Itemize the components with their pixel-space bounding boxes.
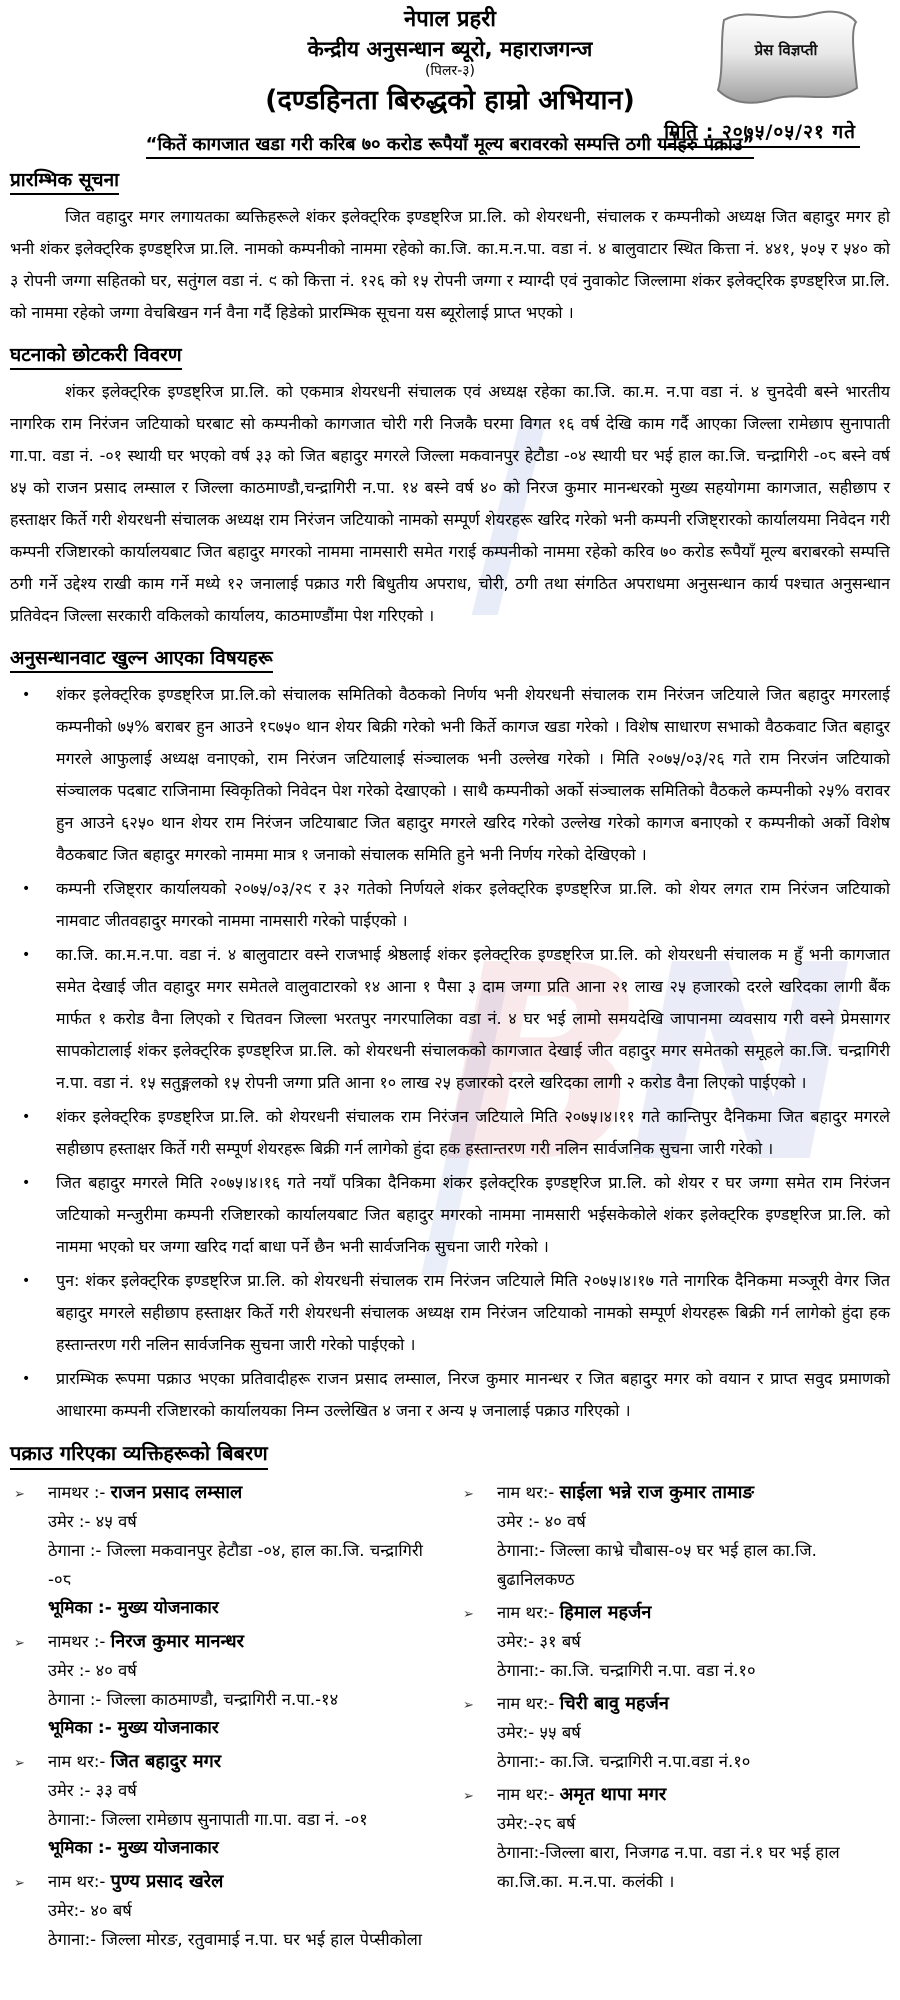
bullet-dot-icon: • [22, 1273, 31, 1289]
person-age: उमेर :- ४० वर्ष [497, 1512, 586, 1531]
person-address: ठेगाना:- जिल्ला रामेछाप सुनापाती गा.पा. वडा नं. -०१ [48, 1810, 368, 1829]
person-address: ठेगाना:- जिल्ला काभ्रे चौबास-०५ घर भई हाल का.जि. बुढानिलकण्ठ [497, 1541, 817, 1589]
person-name-label: नाम थर:- [497, 1785, 555, 1804]
document-title-text: “कितें कागजात खडा गरी करिब ७० करोड रूपैयाँ मूल्य बरावरको सम्पत्ति ठगी गर्नेहरु पक्राउ” [146, 134, 755, 159]
findings-list [10, 679, 890, 1427]
finding-item [10, 1101, 890, 1165]
person-entry [10, 1478, 441, 1623]
document-content [10, 6, 890, 1958]
finding-text: का.जि. का.म.न.पा. वडा नं. ४ बालुवाटार वस्ने राजभाई श्रेष्ठलाई शंकर इलेक्ट्रिक इण्डष्ट्रिज प्रा.लि. को शेयरधनी संचालक म हुँ भनी कागजात समेत देखाई जीत वहादुर मगर समेतले वालुवाटारको १४ आना १ पैसा ३ दाम जग्गा प्रति आना २१ लाख २५ हजारको दरले खरिदका लागी बैंक मार्फत १ करोड वैना लिएको र चितवन जिल्ला भरतपुर नगरपालिका वडा नं. ४ घर भई लामो समयदेखि जापानमा व्यवसाय गरी वस्ने प्रेमसागर सापकोटालाई शंकर इलेक्ट्रिक इण्डष्ट्रिज प्रा.लि. को शेयरधनी संचालकको कागजात देखाई जीत वहादुर मगर समेतको समूहले का.जि. चन्द्रागिरी न.पा. वडा नं. १५ सतुङ्गलको १५ रोपनी जग्गा प्रति आना १० लाख २५ हजारको दरले खरिदका लागी २ करोड वैना लिएको पाईएको । [56, 945, 890, 1092]
arrow-bullet-icon: ➢ [14, 1636, 25, 1651]
person-entry [459, 1598, 890, 1685]
person-role: भूमिका :- मुख्य योजनाकार [48, 1718, 219, 1738]
arrow-bullet-icon: ➢ [14, 1756, 25, 1771]
person-entry [459, 1689, 890, 1776]
paragraph-incident-summary: शंकर इलेक्ट्रिक इण्डष्ट्रिज प्रा.लि. को एकमात्र शेयरधनी संचालक एवं अध्यक्ष रहेका का.जि. का.म. न.पा वडा नं. ४ चुनदेवी बस्ने भारतीय नागरिक राम निरंजन जटियाको घरबाट सो कम्पनीको कागजात चोरी गरी निजकै घरमा विगत १६ वर्ष देखि काम गर्दै आएका जिल्ला रामेछाप सुनापाती गा.पा. वडा नं. -०१ स्थायी घर भएको वर्ष ३३ को जित बहादुर मगरले जिल्ला मकवानपुर हेटौडा -०४ स्थायी घर भई हाल का.जि. चन्द्रागिरी -०८ बस्ने वर्ष ४५ को राजन प्रसाद लम्साल र जिल्ला काठमाण्डौ,चन्द्रागिरी न.पा. १४ बस्ने वर्ष ४० को निरज कुमार मानन्धरको मुख्य सहयोगमा कागजात, सहीछाप र हस्ताक्षर किर्ते गरी शेयरधनी संचालक अध्यक्ष राम निरंजन जटियाको नामको सम्पूर्ण शेयरहरू खरिद गरेको भनी कम्पनी रजिष्ट्रारको कार्यालयमा निवेदन गरी कम्पनी रजिष्टारको कार्यालयबाट जित बहादुर मगरको नाममा नामसारी समेत गराई कम्पनीको नाममा रहेको करिव ७० करोड रूपैयाँ मूल्य बराबरको सम्पत्ति ठगी गर्ने उद्देश्य राखी काम गर्ने मध्ये १२ जनालाई पक्राउ गरी बिधुतीय अपराध, चोरी, ठगी तथा संगठित अपराधमा अनुसन्धान कार्य पश्चात अनुसन्धान प्रतिवेदन जिल्ला सरकारी वकिलको कार्यालय, काठमाण्डौंमा पेश गरिएको । [10, 382, 890, 625]
finding-item [10, 679, 890, 871]
section-heading-investigation-findings: अनुसन्धानवाट खुल्न आएका विषयहरू [10, 644, 273, 673]
person-name-line [497, 1598, 890, 1627]
finding-item [10, 873, 890, 937]
person-address: ठेगाना:- जिल्ला मोरङ, रतुवामाई न.पा. घर भई हाल पेप्सीकोला [48, 1930, 423, 1949]
person-name-line [48, 1747, 441, 1776]
bullet-dot-icon: • [22, 881, 31, 897]
arrested-left-column [10, 1478, 441, 1958]
press-release-label: प्रेस विज्ञप्ती [754, 41, 818, 59]
finding-item [10, 1167, 890, 1263]
person-name: पुण्य प्रसाद खरेल [110, 1871, 224, 1892]
arrow-bullet-icon: ➢ [14, 1487, 25, 1502]
arrested-persons-columns [10, 1478, 890, 1958]
person-age: उमेर:- ४० बर्ष [48, 1901, 132, 1920]
person-entry [10, 1627, 441, 1743]
person-address: ठेगाना:- का.जि. चन्द्रागिरी न.पा.वडा नं.१० [497, 1752, 751, 1771]
person-name-label: नामथर :- [48, 1632, 106, 1651]
person-name: साईला भन्ने राज कुमार तामाङ [559, 1482, 754, 1503]
person-name: हिमाल महर्जन [559, 1602, 652, 1623]
arrow-bullet-icon: ➢ [463, 1607, 474, 1622]
person-address: ठेगाना:- का.जि. चन्द्रागिरी न.पा. वडा नं.१० [497, 1661, 756, 1680]
person-name-line [497, 1780, 890, 1809]
finding-text: शंकर इलेक्ट्रिक इण्डष्ट्रिज प्रा.लि.को संचालक समितिको वैठकको निर्णय भनी शेयरधनी संचालक राम निरंजन जटियाले जित बहादुर मगरलाई कम्पनीको ७५% बराबर हुन आउने १८७५० थान शेयर बिक्री गरेको भनी किर्ते कागज खडा गरेको । विशेष साधारण सभाको वैठकवाट जित बहादुर मगरले आफुलाई अध्यक्ष वनाएको, राम निरंजन जटियालाई संञ्चालक भनी उल्लेख गरेको । मिति २०७५/०३/२६ गते राम निरजंन जटियाको संञ्चालक पदबाट राजिनामा स्विकृतिको निवेदन पेश गरेको देखाएको । साथै कम्पनीको अर्को संञ्चालक समितिको वैठकले कम्पनीको २५% वरावर हुन आउने ६२५० थान शेयर राम निरंजन जटियाबाट जित बहादुर मगरले खरिद गरेको उल्लेख गरेको कागज बनाएको र कम्पनीको अर्को विशेष वैठकबाट जित बहादुर मगरको नाममा मात्र १ जनाको संचालक समिति हुने भनी निर्णय गरेको देखिएको । [56, 685, 890, 864]
pillar-label: (पिलर-३) [424, 62, 476, 79]
finding-item [10, 1363, 890, 1427]
person-name-line [48, 1627, 441, 1656]
finding-text: शंकर इलेक्ट्रिक इण्डष्ट्रिज प्रा.लि. को शेयरधनी संचालक राम निरंजन जटियाले मिति २०७५।४।११ गते कान्तिपुर दैनिकमा जित बहादुर मगरले सहीछाप हस्ताक्षर किर्ते गरी सम्पूर्ण शेयरहरू बिक्री गर्न लागेको हुंदा हक हस्तान्तरण गरी नलिन सार्वजनिक सुचना जारी गरेको । [56, 1107, 890, 1158]
person-age: उमेर :- ३३ वर्ष [48, 1781, 137, 1800]
person-name: राजन प्रसाद लम्साल [110, 1482, 243, 1503]
person-age: उमेर:- ५५ बर्ष [497, 1723, 581, 1742]
bullet-dot-icon: • [22, 1175, 31, 1191]
arrested-right-column [459, 1478, 890, 1958]
watermark-letter-b: B [440, 907, 628, 1222]
organization-name: नेपाल प्रहरी [404, 7, 496, 32]
person-name-label: नाम थर:- [48, 1752, 106, 1771]
finding-item [10, 939, 890, 1099]
press-release-flag [710, 10, 862, 106]
person-entry [459, 1780, 890, 1896]
finding-item [10, 1265, 890, 1361]
person-address: ठेगाना :- जिल्ला काठमाण्डौ, चन्द्रागिरी न.पा.-१४ [48, 1690, 339, 1709]
date-line: मिति : २०७५/०५/२१ गते [660, 118, 860, 148]
person-name-line [48, 1867, 441, 1896]
finding-text: पुन: शंकर इलेक्ट्रिक इण्डष्ट्रिज प्रा.लि. को शेयरधनी संचालक राम निरंजन जटियाले मिति २०७५।४।१७ गते नागरिक दैनिकमा मञ्जूरी वेगर जित बहादुर मगरले सहीछाप हस्ताक्षर किर्ते गरी शेयरधनी संचालक अध्यक्ष राम निरंजन जटियाको नामको सम्पूर्ण शेयरहरू बिक्री गर्न लागेको हुंदा हक हस्तान्तरण गरी नलिन सार्वजनिक सुचना जारी गरेको पाईएको । [56, 1271, 890, 1354]
campaign-slogan: (दण्डहिनता बिरुद्धको हाम्रो अभियान) [265, 85, 635, 117]
bureau-name: केन्द्रीय अनुसन्धान ब्यूरो, महाराजगन्ज [307, 36, 593, 61]
paragraph-preliminary-info: जित वहादुर मगर लगायतका ब्यक्तिहरूले शंकर इलेक्ट्रिक इण्डष्ट्रिज प्रा.लि. को शेयरधनी, संचालक र कम्पनीको अध्यक्ष जित बहादुर मगर हो भनी शंकर इलेक्ट्रिक इण्डष्ट्रिज प्रा.लि. नामको कम्पनीको नाममा रहेको का.जि. का.म.न.पा. वडा नं. ४ बालुवाटार स्थित कित्ता नं. ४४१, ५०५ र ५४० को ३ रोपनी जग्गा सहितको घर, सतुंगल वडा नं. ९ को कित्ता नं. १२६ को १५ रोपनी जग्गा र म्याग्दी एवं नुवाकोट जिल्लामा शंकर इलेक्ट्रिक इण्डष्ट्रिज प्रा.लि. को नाममा रहेको जग्गा वेचबिखन गर्न वैना गर्दै हिडेको प्रारम्भिक सूचना यस ब्यूरोलाई प्राप्त भएको । [10, 207, 890, 322]
person-name-line [497, 1478, 890, 1507]
person-name: चिरी बावु महर्जन [559, 1693, 669, 1714]
person-name-label: नाम थर:- [48, 1872, 106, 1891]
person-name-label: नाम थर:- [497, 1483, 555, 1502]
person-entry [10, 1867, 441, 1954]
bullet-dot-icon: • [22, 1371, 31, 1387]
person-name: जित बहादुर मगर [110, 1751, 222, 1772]
bullet-dot-icon: • [22, 687, 31, 703]
arrow-bullet-icon: ➢ [463, 1487, 474, 1502]
section-heading-arrested-persons: पक्राउ गरिएका व्यक्तिहरूको बिबरण [10, 1439, 268, 1470]
finding-text: जित बहादुर मगरले मिति २०७५।४।१६ गते नयाँ पत्रिका दैनिकमा शंकर इलेक्ट्रिक इण्डष्ट्रिज प्रा.लि. को शेयर र घर जग्गा समेत राम निरंजन जटियाको मन्जुरीमा कम्पनी रजिष्टारको कार्यालयबाट जित बहादुर मगरको नाममा नामसारी भईसकेकोले शंकर इलेक्ट्रिक इण्डष्ट्रिज प्रा.लि. को नाममा भएको घर जग्गा खरिद गर्दा बाधा पर्ने छैन भनी सार्वजनिक सुचना जारी गरेको । [56, 1173, 890, 1256]
person-entry [10, 1747, 441, 1863]
person-age: उमेर:- ३१ बर्ष [497, 1632, 581, 1651]
person-age: उमेर :- ४५ वर्ष [48, 1512, 137, 1531]
person-name-label: नामथर :- [48, 1483, 106, 1502]
person-name-line [48, 1478, 441, 1507]
section-heading-preliminary-info: प्रारम्भिक सूचना [10, 166, 119, 195]
bullet-dot-icon: • [22, 1109, 31, 1125]
section-heading-incident-summary: घटनाको छोटकरी विवरण [10, 341, 182, 370]
arrow-bullet-icon: ➢ [14, 1876, 25, 1891]
bullet-dot-icon: • [22, 947, 31, 963]
person-age: उमेर :- ४० वर्ष [48, 1661, 137, 1680]
person-address: ठेगाना:-जिल्ला बारा, निजगढ न.पा. वडा नं.१ घर भई हाल का.जि.का. म.न.पा. कलंकी । [497, 1843, 840, 1891]
watermark-letter-n: N [627, 907, 836, 1222]
person-name-label: नाम थर:- [497, 1694, 555, 1713]
finding-text: प्रारम्भिक रूपमा पक्राउ भएका प्रतिवादीहरू राजन प्रसाद लम्साल, निरज कुमार मानन्धर र जित बहादुर मगर को वयान र प्राप्त सवुद प्रमाणको आधारमा कम्पनी रजिष्टारको कार्यालयका निम्न उल्लेखित ४ जना र अन्य ५ जनालाई पक्राउ गरिएको । [56, 1369, 890, 1420]
person-name: निरज कुमार मानन्धर [110, 1631, 244, 1652]
person-age: उमेर:-२८ बर्ष [497, 1814, 576, 1833]
person-role: भूमिका :- मुख्य योजनाकार [48, 1598, 219, 1618]
arrow-bullet-icon: ➢ [463, 1789, 474, 1804]
person-entry [459, 1478, 890, 1594]
person-role: भूमिका :- मुख्य योजनाकार [48, 1838, 219, 1858]
person-address: ठेगाना :- जिल्ला मकवानपुर हेटौडा -०४, हाल का.जि. चन्द्रागिरी -०८ [48, 1541, 423, 1589]
person-name-line [497, 1689, 890, 1718]
person-name: अमृत थापा मगर [559, 1784, 667, 1805]
person-name-label: नाम थर:- [497, 1603, 555, 1622]
arrow-bullet-icon: ➢ [463, 1698, 474, 1713]
finding-text: कम्पनी रजिष्ट्रार कार्यालयको २०७५/०३/२९ र ३२ गतेको निर्णयले शंकर इलेक्ट्रिक इण्डष्ट्रिज प्रा.लि. को शेयर लगत राम निरंजन जटियाको नामवाट जीतवहादुर मगरको नाममा नामसारी गरेको पाईएको । [56, 879, 890, 930]
